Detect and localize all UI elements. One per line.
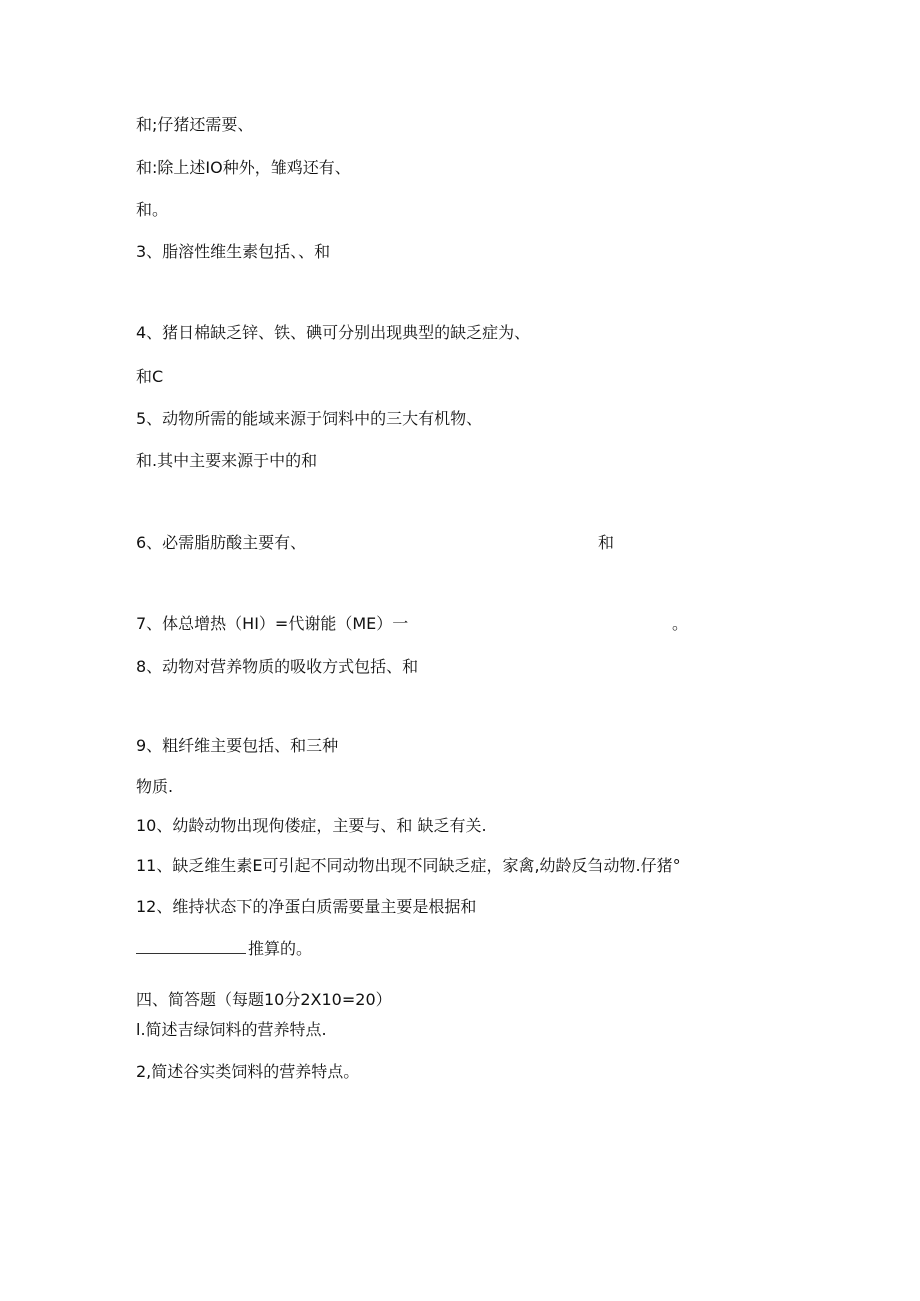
question-11: 11、缺乏维生素E可引起不同动物出现不同缺乏症，家禽,幼龄反刍动物.仔猪° (136, 856, 681, 875)
section-heading: 四、简答题（每题10分2X10=20） (136, 990, 392, 1009)
question-5-cont: 和.其中主要来源于中的和 (136, 451, 318, 470)
short-answer-1: l.简述吉绿饲料的营养特点. (136, 1020, 327, 1039)
question-10: 10、幼龄动物出现佝偻症，主要与、和 缺乏有关. (136, 816, 487, 835)
question-6-and: 和 (598, 533, 615, 552)
question-7: 7、体总增热（HI）=代谢能（ME）一 (136, 614, 409, 633)
question-7-end: 。 (672, 614, 689, 633)
text-line: 和:除上述IO种外，雏鸡还有、 (136, 158, 351, 177)
question-8: 8、动物对营养物质的吸收方式包括、和 (136, 657, 419, 676)
question-5: 5、动物所需的能域来源于饲料中的三大有机物、 (136, 409, 483, 428)
question-12-cont (136, 939, 312, 959)
question-12-cont-text: 推算的。 (248, 939, 313, 958)
question-12: 12、维持状态下的净蛋白质需要量主要是根据和 (136, 897, 477, 916)
short-answer-2: 2,简述谷实类饲料的营养特点。 (136, 1062, 360, 1081)
question-9: 9、粗纤维主要包括、和三种 (136, 736, 339, 755)
question-6: 6、必需脂肪酸主要有、 (136, 533, 307, 552)
text-line: 和;仔猪还需要、 (136, 115, 254, 134)
question-3: 3、脂溶性维生素包括、、和 (136, 242, 331, 261)
text-line: 和。 (136, 200, 169, 219)
answer-blank (136, 939, 246, 954)
question-4: 4、猪日棉缺乏锌、铁、碘可分别出现典型的缺乏症为、 (136, 323, 531, 342)
question-9-cont: 物质. (136, 777, 174, 796)
question-4-cont: 和C (136, 367, 164, 386)
